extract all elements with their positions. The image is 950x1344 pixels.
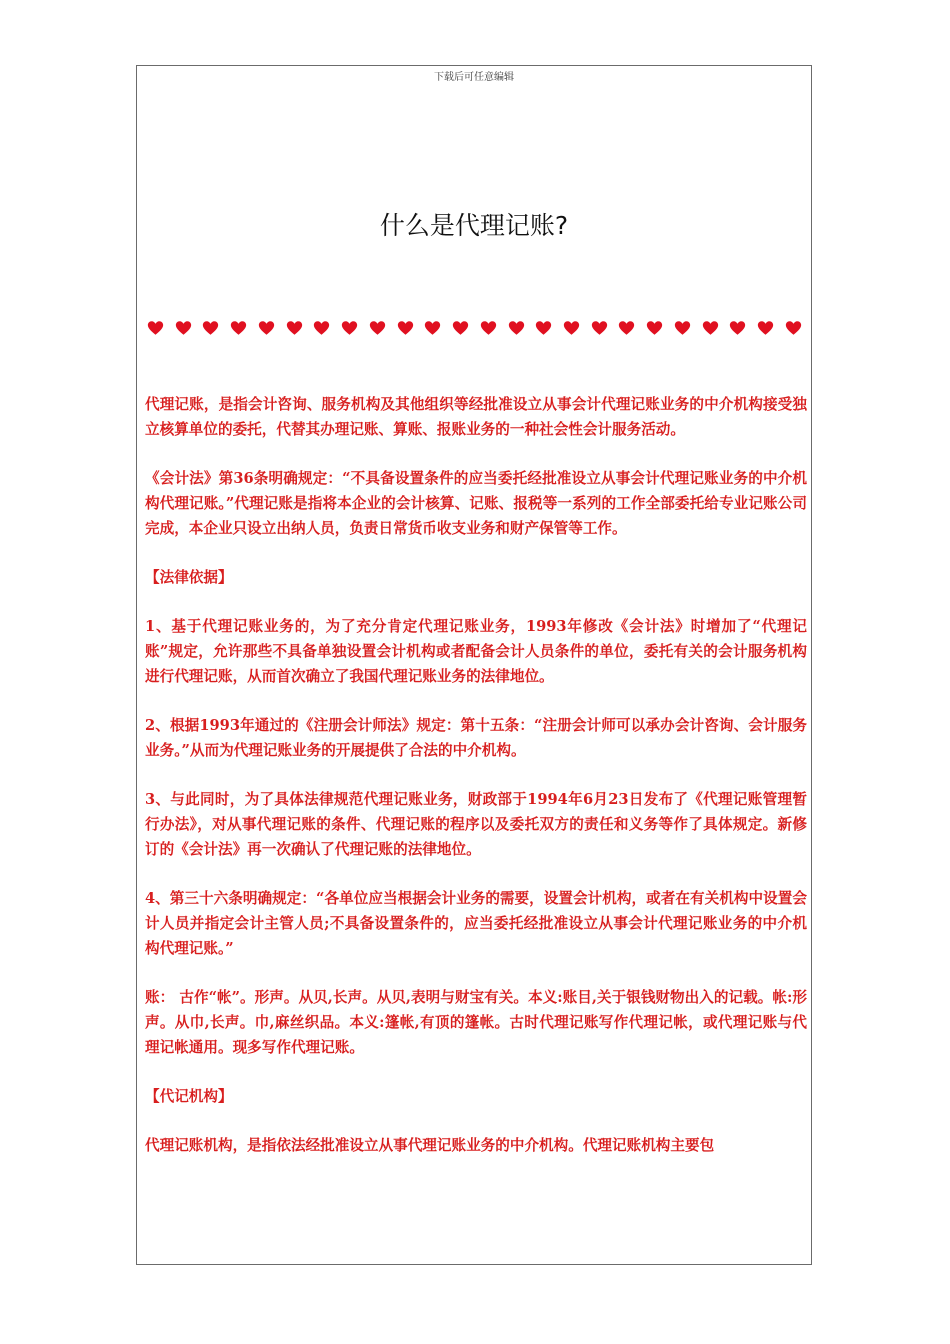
paragraph-basis-4: 4、第三十六条明确规定：“各单位应当根据会计业务的需要，设置会计机构，或者在有关机构中设置会计人员并指定会计主管人员;不具备设置条件的，应当委托经批准设立从事会计代理记账业务的中介机构代理记账。” — [145, 890, 807, 957]
section-heading-agencies: 【代记机构】 — [145, 1088, 233, 1105]
paragraph-definition: 代理记账，是指会计咨询、服务机构及其他组织等经批准设立从事会计代理记账业务的中介机构接受独立核算单位的委托，代替其办理记账、算账、报账业务的一种社会性会计服务活动。 — [145, 396, 807, 438]
heart-icon — [286, 320, 303, 336]
heart-icon — [175, 320, 192, 336]
heart-icon — [729, 320, 746, 336]
heart-icon — [785, 320, 802, 336]
document-body — [145, 392, 807, 1182]
heart-icon — [147, 320, 164, 336]
heart-icon — [535, 320, 552, 336]
section-heading-legal-basis: 【法律依据】 — [145, 569, 233, 586]
paragraph-basis-3: 3、与此同时，为了具体法律规范代理记账业务，财政部于1994年6月23日发布了《代理记账管理暂行办法》，对从事代理记账的条件、代理记账的程序以及委托双方的责任和义务等作了具体规定。新修订的《会计法》再一次确认了代理记账的法律地位。 — [145, 791, 807, 858]
heart-icon — [646, 320, 663, 336]
heart-icon — [591, 320, 608, 336]
heart-divider — [147, 317, 802, 339]
paragraph-basis-2: 2、根据1993年通过的《注册会计师法》规定：第十五条：“注册会计师可以承办会计咨询、会计服务业务。”从而为代理记账业务的开展提供了合法的中介机构。 — [145, 717, 807, 759]
heart-icon — [702, 320, 719, 336]
heart-icon — [341, 320, 358, 336]
heart-icon — [230, 320, 247, 336]
heart-icon — [424, 320, 441, 336]
heart-icon — [397, 320, 414, 336]
heart-icon — [202, 320, 219, 336]
heart-icon — [757, 320, 774, 336]
paragraph-agencies: 代理记账机构，是指依法经批准设立从事代理记账业务的中介机构。代理记账机构主要包 — [145, 1137, 715, 1154]
paragraph-etymology: 账： 古作“帐”。形声。从贝,长声。从贝,表明与财宝有关。本义:账目,关于银钱财物出入的记载。帐:形声。从巾,长声。巾,麻丝织品。本义:篷帐,有顶的篷帐。古时代理记账写作代理记帐，或代理记账与代理记帐通用。现多写作代理记账。 — [145, 989, 807, 1056]
paragraph-basis-1: 1、基于代理记账业务的，为了充分肯定代理记账业务，1993年修改《会计法》时增加了“代理记账”规定，允许那些不具备单独设置会计机构或者配备会计人员条件的单位，委托有关的会计服务机构进行代理记账，从而首次确立了我国代理记账业务的法律地位。 — [145, 618, 807, 685]
page-title: 什么是代理记账? — [379, 211, 569, 240]
heart-icon — [508, 320, 525, 336]
header-note: 下载后可任意编辑 — [434, 72, 514, 83]
heart-icon — [480, 320, 497, 336]
heart-icon — [452, 320, 469, 336]
heart-icon — [369, 320, 386, 336]
heart-icon — [674, 320, 691, 336]
page-frame — [136, 65, 812, 1265]
heart-icon — [313, 320, 330, 336]
heart-icon — [563, 320, 580, 336]
heart-icon — [258, 320, 275, 336]
paragraph-accounting-law: 《会计法》第36条明确规定：“不具备设置条件的应当委托经批准设立从事会计代理记账业务的中介机构代理记账。”代理记账是指将本企业的会计核算、记账、报税等一系列的工作全部委托给专业记账公司完成，本企业只设立出纳人员，负责日常货币收支业务和财产保管等工作。 — [145, 470, 807, 537]
heart-icon — [618, 320, 635, 336]
